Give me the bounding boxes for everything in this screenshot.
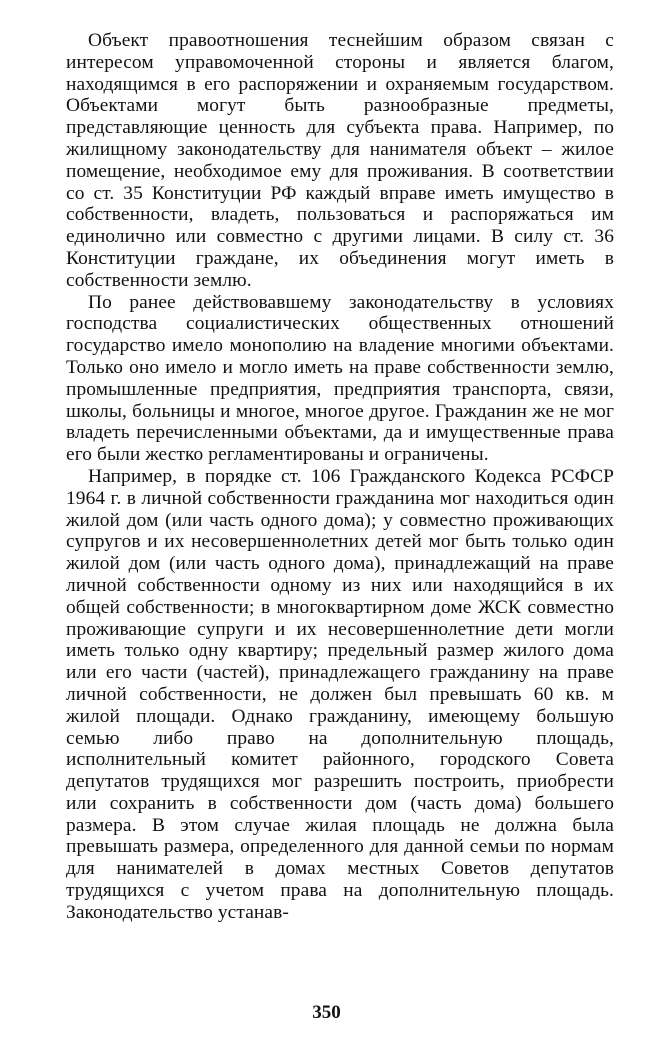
paragraph-object-of-legal-relation: Объект правоотношения теснейшим образом связан с интересом управомоченной стороны и является благом, находящимся в его распоряжении и охраняемым государством. Объектами могут быть разнообразные предметы, представляющие ценность для субъекта права. Например, по жилищному законодательству для нанимателя объект – жилое помещение, необходимое ему для проживания. В соответствии со ст. 35 Конституции РФ каждый вправе иметь имущество в собственности, владеть, пользоваться и распоряжаться им единолично или совместно с другими лицами. В силу ст. 36 Конституции граждане, их объединения могут иметь в собственности землю. <box>66 30 614 291</box>
page-number: 350 <box>312 1002 341 1023</box>
paragraph-former-legislation: По ранее действовавшему законодательству в условиях господства социалистических общественных отношений государство имело монополию на владение многими объектами. Только оно имело и могло иметь на праве собственности землю, промышленные предприятия, предприятия транспорта, связи, школы, больницы и многое, многое другое. Гражданин же не мог владеть перечисленными объектами, да и имущественные права его были жестко регламентированы и ограничены. <box>66 291 614 466</box>
paragraph-civil-code-example: Например, в порядке ст. 106 Гражданского Кодекса РСФСР 1964 г. в личной собственности гражданина мог находиться один жилой дом (или часть одного дома); у совместно проживающих супругов и их несовершеннолетних детей мог быть только один жилой дом (или часть одного дома), принадлежащий на праве личной собственности одному из них или находящийся в их общей собственности; в многоквартирном доме ЖСК совместно проживающие супруги и их несовершеннолетние дети могли иметь только одну квартиру; предельный размер жилого дома или его части (частей), принадлежащего гражданину на праве личной собственности, не должен был превышать 60 кв. м жилой площади. Однако гражданину, имеющему большую семью либо право на дополнительную площадь, исполнительный комитет районного, городского Совета депутатов трудящихся мог разрешить построить, приобрести или сохранить в собственности дом (часть дома) большего размера. В этом случае жилая площадь не должна была превышать размера, определенного для данной семьи по нормам для нанимателей в домах местных Советов депутатов трудящихся с учетом права на дополнительную площадь. Законодательство устанав- <box>66 465 614 923</box>
page-body <box>66 30 614 924</box>
